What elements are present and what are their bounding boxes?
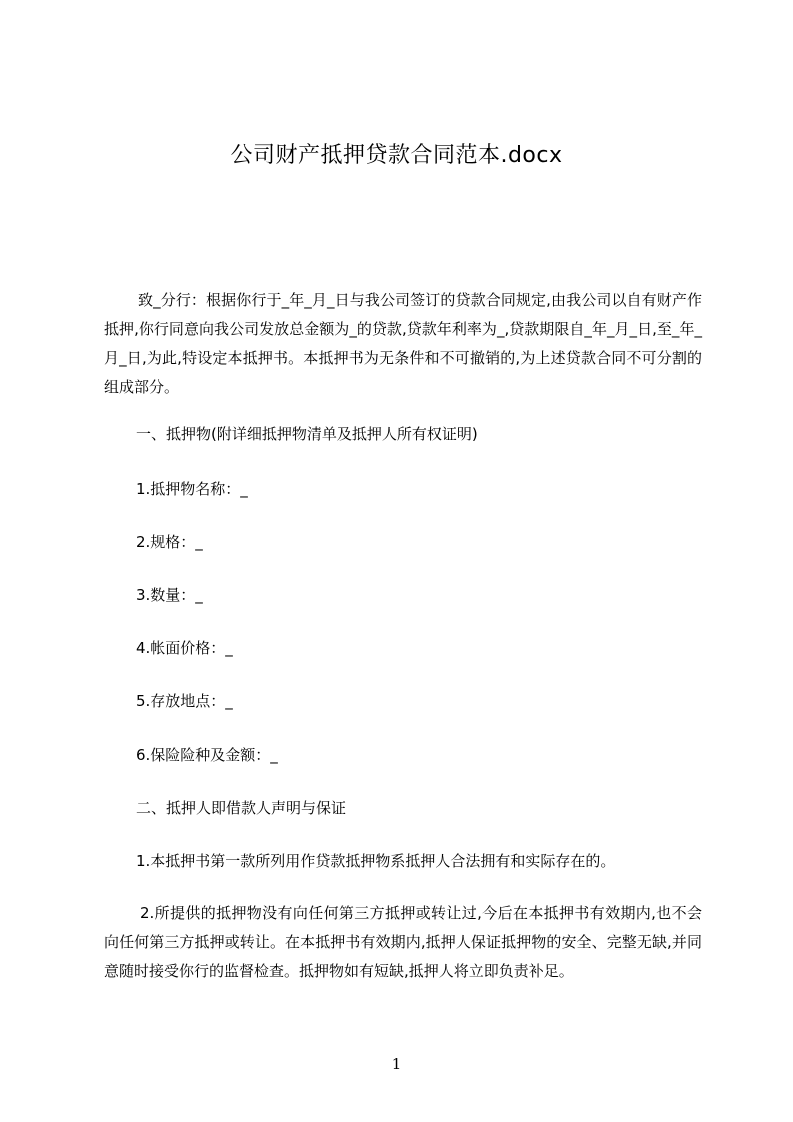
section1-item-location: 5.存放地点：_ bbox=[136, 692, 233, 710]
page-number: 1 bbox=[391, 1055, 402, 1073]
section1-item-spec: 2.规格：_ bbox=[136, 533, 203, 551]
section1-item-name: 1.抵押物名称：_ bbox=[136, 480, 248, 498]
section1-item-book-value: 4.帐面价格：_ bbox=[136, 639, 233, 657]
document-title: 公司财产抵押贷款合同范本.docx bbox=[230, 143, 563, 168]
section2-item-2: 2.所提供的抵押物没有向任何第三方抵押或转让过,今后在本抵押书有效期内,也不会向任何第三方抵押或转让。在本抵押书有效期内,抵押人保证抵押物的安全、完整无缺,并同意随时接受你行的监督检查。抵押物如有短缺,抵押人将立即负责补足。 bbox=[104, 904, 702, 980]
intro-paragraph: 致_分行：根据你行于_年_月_日与我公司签订的贷款合同规定,由我公司以自有财产作抵押,你行同意向我公司发放总金额为_的贷款,贷款年利率为_,贷款期限自_年_月_日,至_年_月_日,为此,特设定本抵押书。本抵押书为无条件和不可撤销的,为上述贷款合同不可分割的组成部分。 bbox=[104, 291, 702, 396]
section1-item-quantity: 3.数量：_ bbox=[136, 586, 203, 604]
section1-heading: 一、抵押物(附详细抵押物清单及抵押人所有权证明) bbox=[136, 425, 478, 443]
section2-heading: 二、抵押人即借款人声明与保证 bbox=[136, 799, 347, 817]
section1-item-insurance: 6.保险险种及金额：_ bbox=[136, 746, 278, 764]
section2-item-1: 1.本抵押书第一款所列用作贷款抵押物系抵押人合法拥有和实际存在的。 bbox=[136, 852, 616, 870]
